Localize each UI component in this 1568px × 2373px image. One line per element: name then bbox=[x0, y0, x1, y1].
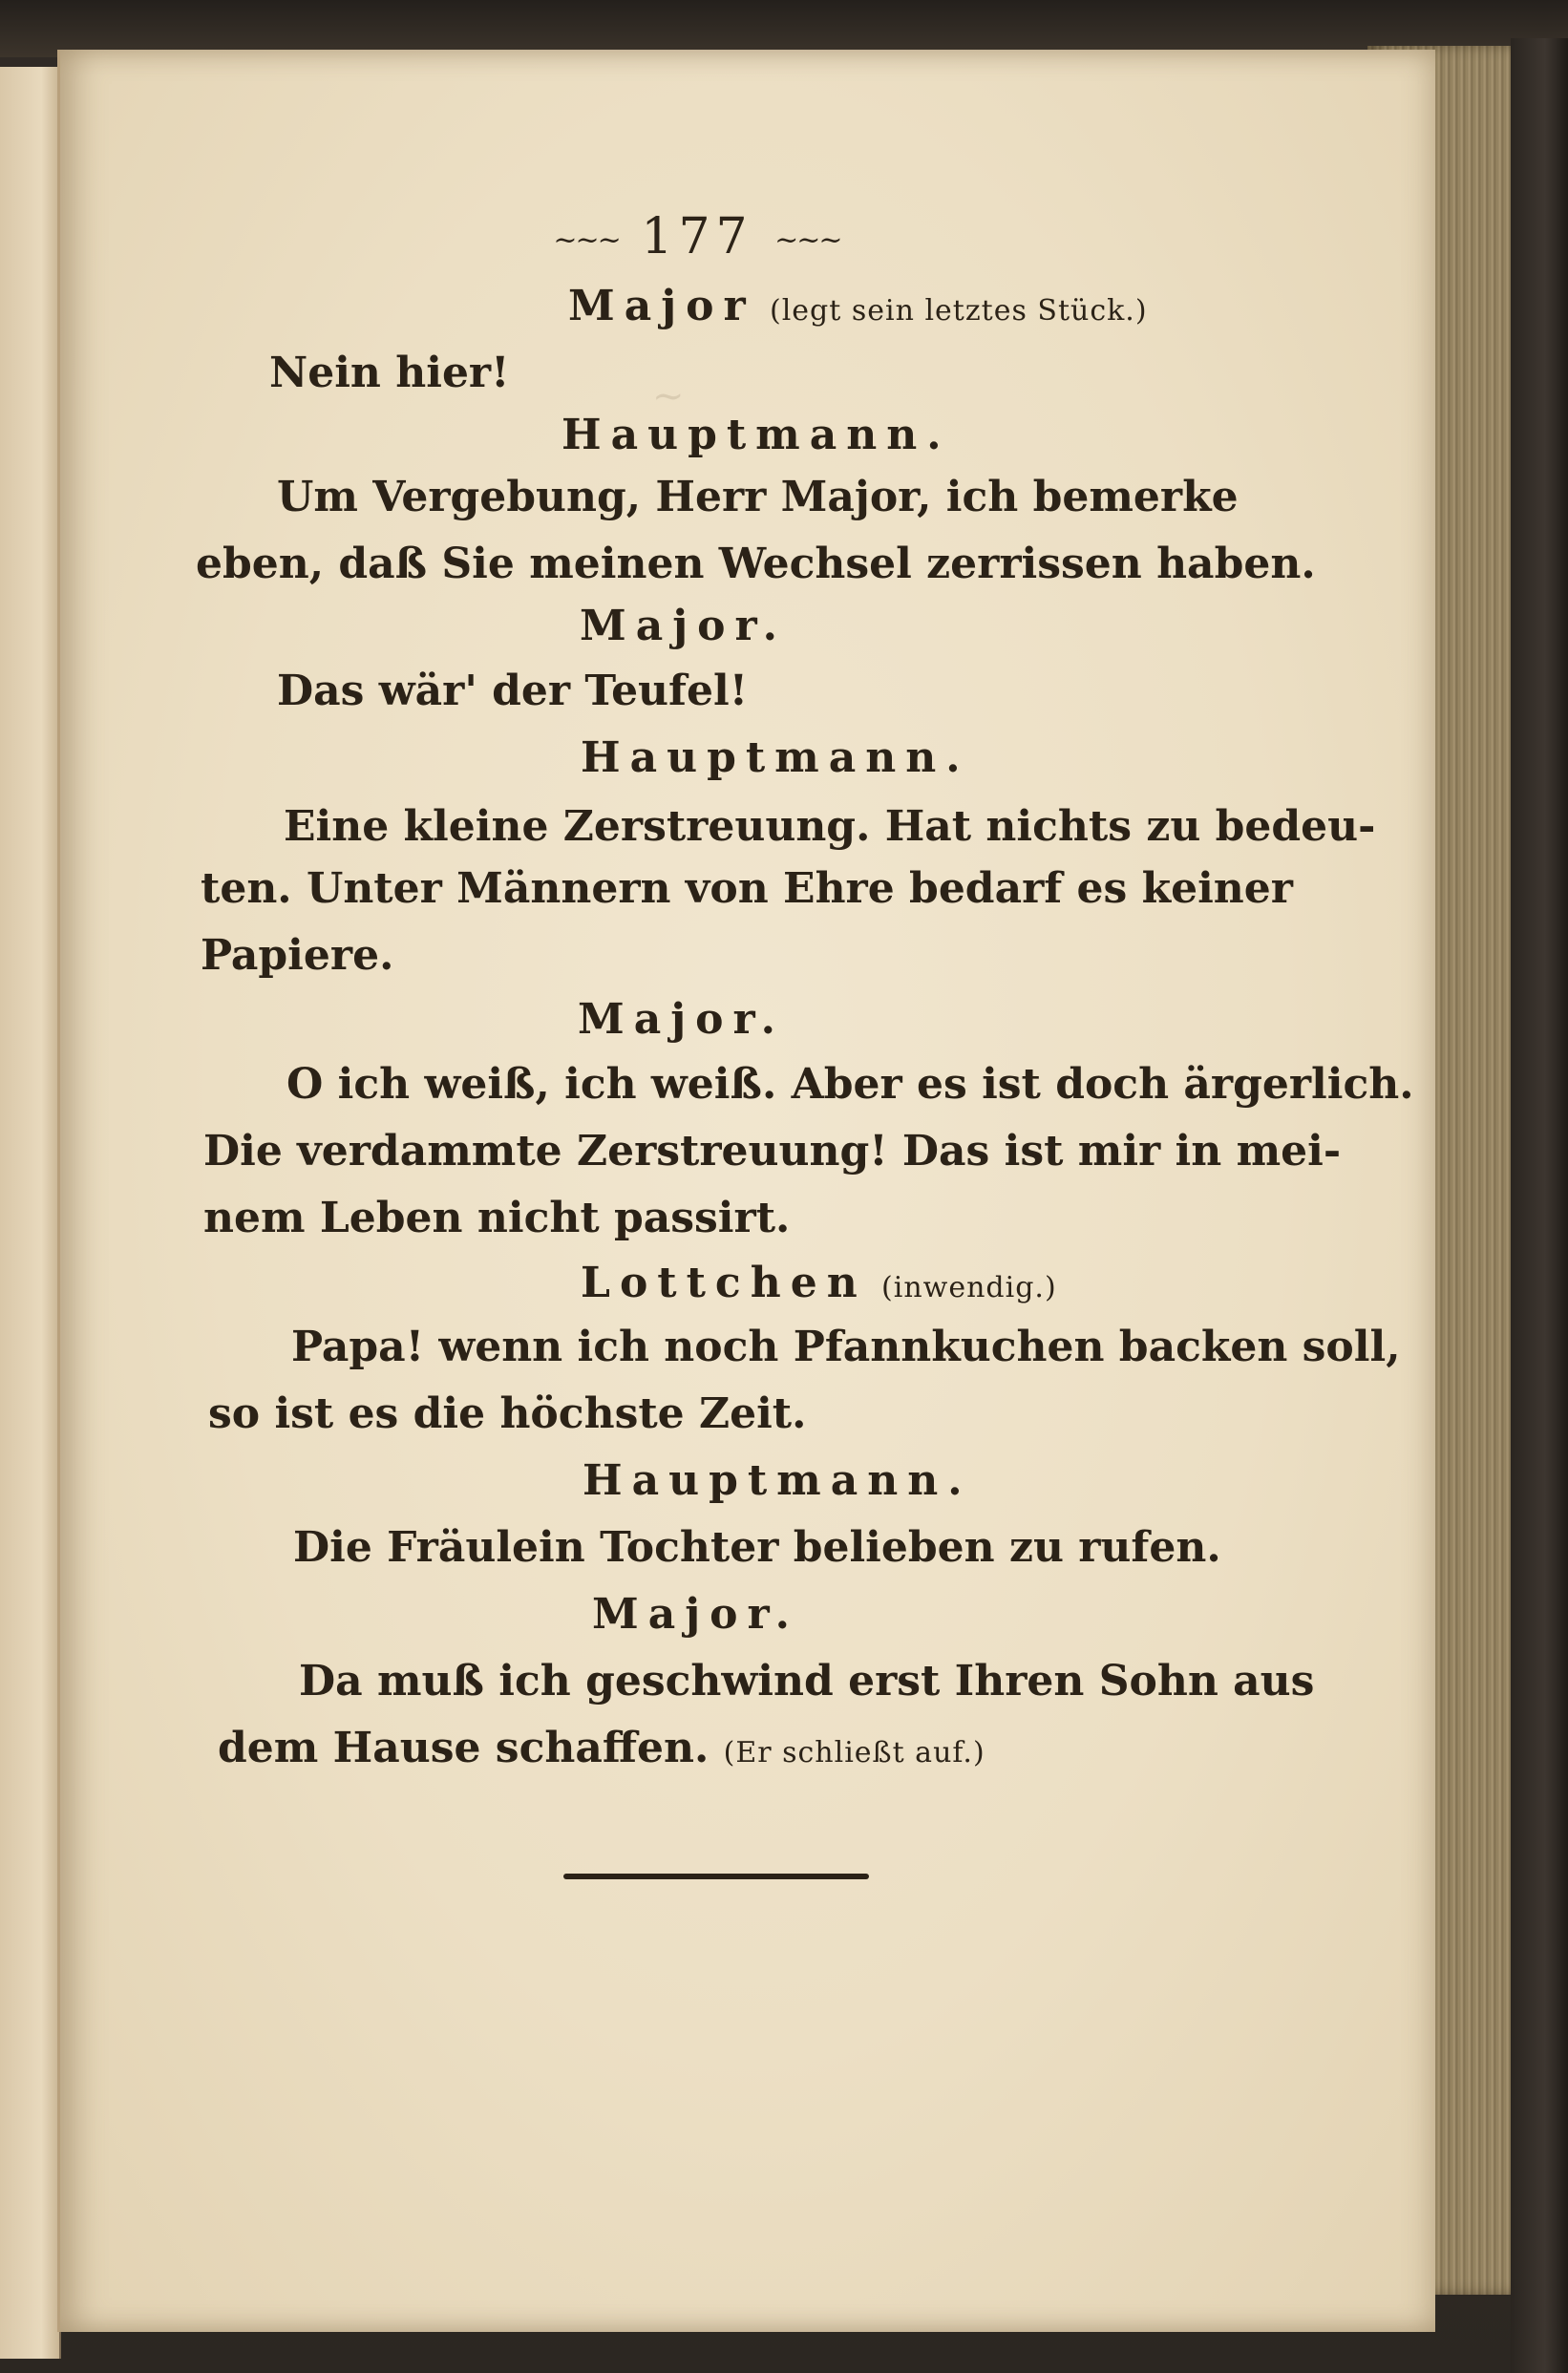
speaker-name: Major bbox=[568, 282, 755, 330]
dialogue-line: Nein hier! bbox=[269, 349, 510, 397]
show-through-mark: ~ bbox=[652, 374, 685, 418]
speaker-name: Lottchen bbox=[581, 1259, 867, 1307]
facing-page-edge bbox=[0, 67, 61, 2359]
speaker-line bbox=[568, 282, 1148, 330]
back-cover bbox=[1511, 38, 1568, 2373]
running-head bbox=[516, 208, 879, 265]
dialogue-line: Da muß ich geschwind erst Ihren Sohn aus bbox=[299, 1657, 1315, 1706]
dialogue-line: so ist es die höchste Zeit. bbox=[208, 1389, 807, 1438]
ornament-right-icon: ~~~ bbox=[774, 223, 841, 257]
book-cover-top bbox=[0, 0, 1568, 57]
dialogue-line: eben, daß Sie meinen Wechsel zerrissen haben. bbox=[196, 540, 1316, 588]
dialogue-line: Eine kleine Zerstreuung. Hat nichts zu bedeu- bbox=[284, 802, 1376, 851]
book-page bbox=[57, 50, 1435, 2332]
stage-direction: (Er schließt auf.) bbox=[723, 1736, 985, 1769]
dialogue-line: Papa! wenn ich noch Pfannkuchen backen soll, bbox=[291, 1323, 1401, 1371]
speaker-name: Hauptmann. bbox=[581, 733, 970, 782]
dialogue-line: O ich weiß, ich weiß. Aber es ist doch ärgerlich. bbox=[286, 1060, 1414, 1109]
speaker-name: Major. bbox=[578, 995, 785, 1044]
stage-direction: (legt sein letztes Stück.) bbox=[770, 294, 1148, 328]
dialogue-line: Die Fräulein Tochter belieben zu rufen. bbox=[293, 1523, 1221, 1572]
dialogue-line: Das wär' der Teufel! bbox=[277, 667, 749, 715]
dialogue-line bbox=[218, 1724, 985, 1772]
speaker-name: Hauptmann. bbox=[562, 411, 951, 459]
dialogue-line: nem Leben nicht passirt. bbox=[203, 1194, 791, 1242]
dialogue-line: Um Vergebung, Herr Major, ich bemerke bbox=[277, 473, 1239, 521]
end-rule bbox=[563, 1874, 869, 1879]
page-number: 177 bbox=[641, 208, 753, 265]
speaker-name: Major. bbox=[580, 602, 787, 650]
dialogue-line: Papiere. bbox=[201, 931, 394, 980]
dialogue-text: dem Hause schaffen. bbox=[218, 1724, 710, 1772]
dialogue-line: Die verdammte Zerstreuung! Das ist mir in mei- bbox=[203, 1127, 1342, 1176]
speaker-name: Hauptmann. bbox=[583, 1456, 972, 1505]
dialogue-line: ten. Unter Männern von Ehre bedarf es keiner bbox=[201, 864, 1293, 913]
stage-direction: (inwendig.) bbox=[881, 1271, 1057, 1304]
speaker-line bbox=[581, 1259, 1057, 1307]
speaker-name: Major. bbox=[592, 1590, 799, 1639]
ornament-left-icon: ~~~ bbox=[553, 223, 620, 257]
